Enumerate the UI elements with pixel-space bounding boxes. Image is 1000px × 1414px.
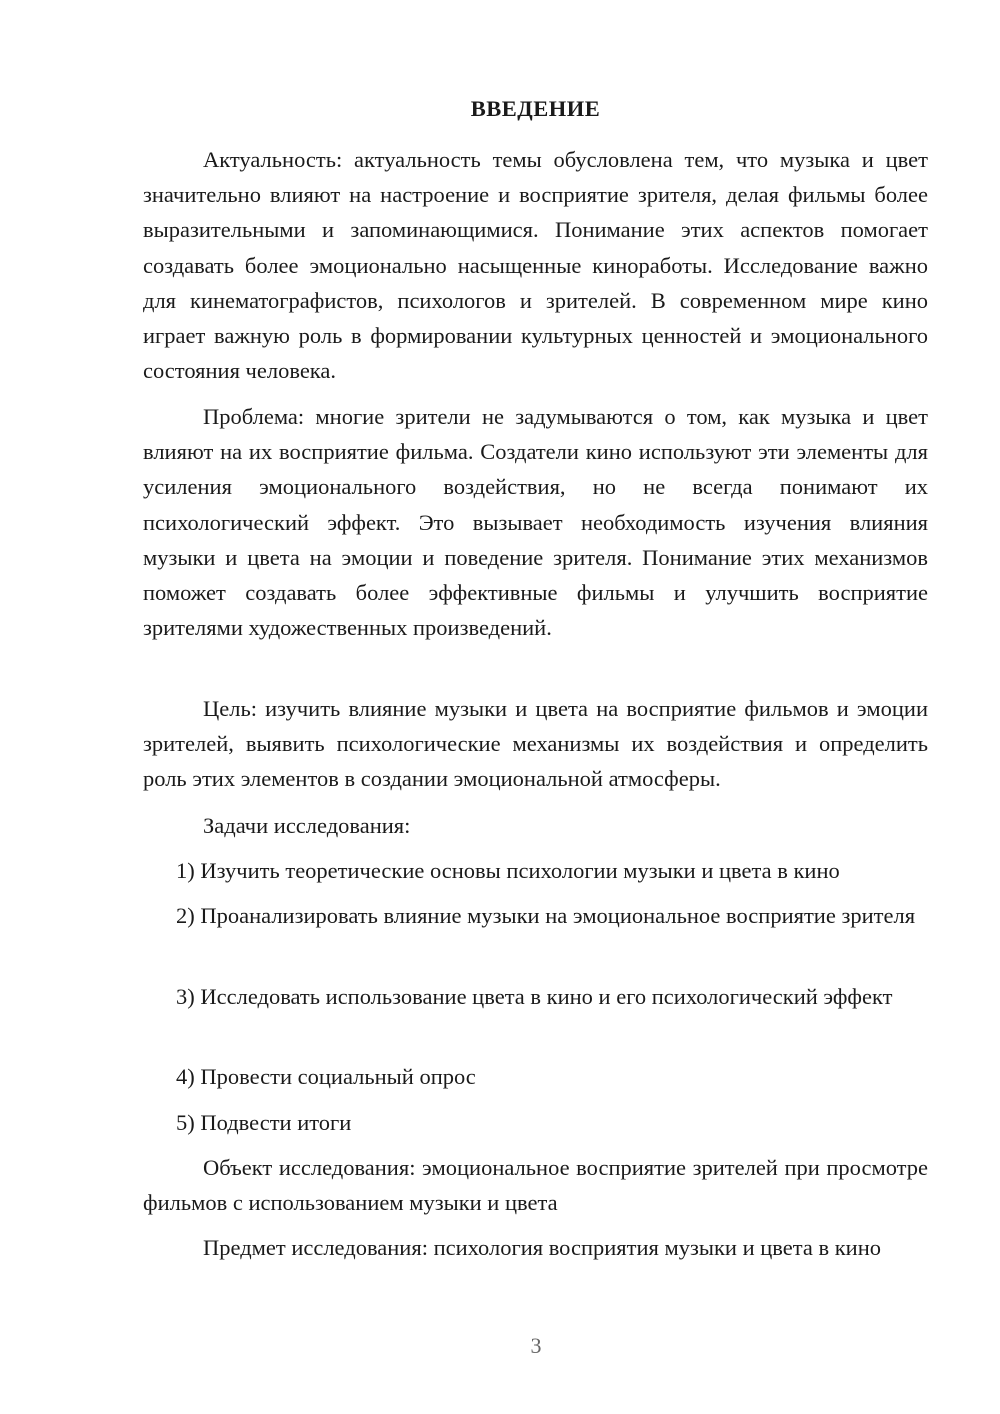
paragraph-problem: Проблема: многие зрители не задумываются о том, как музыка и цвет влияют на их восприятие фильма. Создатели кино используют эти элементы для усиления эмоционального воздействия, но не всегда понимают их психологический эффект. Это вызывает необходимость изучения влияния музыки и цвета на эмоции и поведение зрителя. Понимание этих механизмов поможет создавать более эффективные фильмы и улучшить восприятие зрителями художественных произведений. xyxy=(143,404,928,641)
tasks-heading: Задачи исследования: xyxy=(203,813,411,838)
task-item-5: 5) Подвести итоги xyxy=(176,1110,352,1135)
task-item-1: 1) Изучить теоретические основы психологии музыки и цвета в кино xyxy=(176,858,840,883)
task-item-4: 4) Провести социальный опрос xyxy=(176,1064,476,1089)
page-number: 3 xyxy=(530,1333,542,1358)
paragraph-object: Объект исследования: эмоциональное восприятие зрителей при просмотре фильмов с использованием музыки и цвета xyxy=(143,1155,928,1216)
section-title: ВВЕДЕНИЕ xyxy=(470,96,601,121)
paragraph-goal: Цель: изучить влияние музыки и цвета на восприятие фильмов и эмоции зрителей, выявить психологические механизмы их воздействия и определить роль этих элементов в создании эмоциональной атмосферы. xyxy=(143,696,928,792)
paragraph-subject: Предмет исследования: психология восприятия музыки и цвета в кино xyxy=(203,1235,882,1260)
task-item-2: 2) Проанализировать влияние музыки на эмоциональное восприятие зрителя xyxy=(176,903,916,928)
paragraph-relevance: Актуальность: актуальность темы обусловлена тем, что музыка и цвет значительно влияют на настроение и восприятие зрителя, делая фильмы более выразительными и запоминающимися. Понимание этих аспектов помогает создавать более эмоционально насыщенные киноработы. Исследование важно для кинематографистов, психологов и зрителей. В современном мире кино играет важную роль в формировании культурных ценностей и эмоционального состояния человека. xyxy=(143,147,928,384)
task-item-3: 3) Исследовать использование цвета в кино и его психологический эффект xyxy=(176,984,893,1009)
